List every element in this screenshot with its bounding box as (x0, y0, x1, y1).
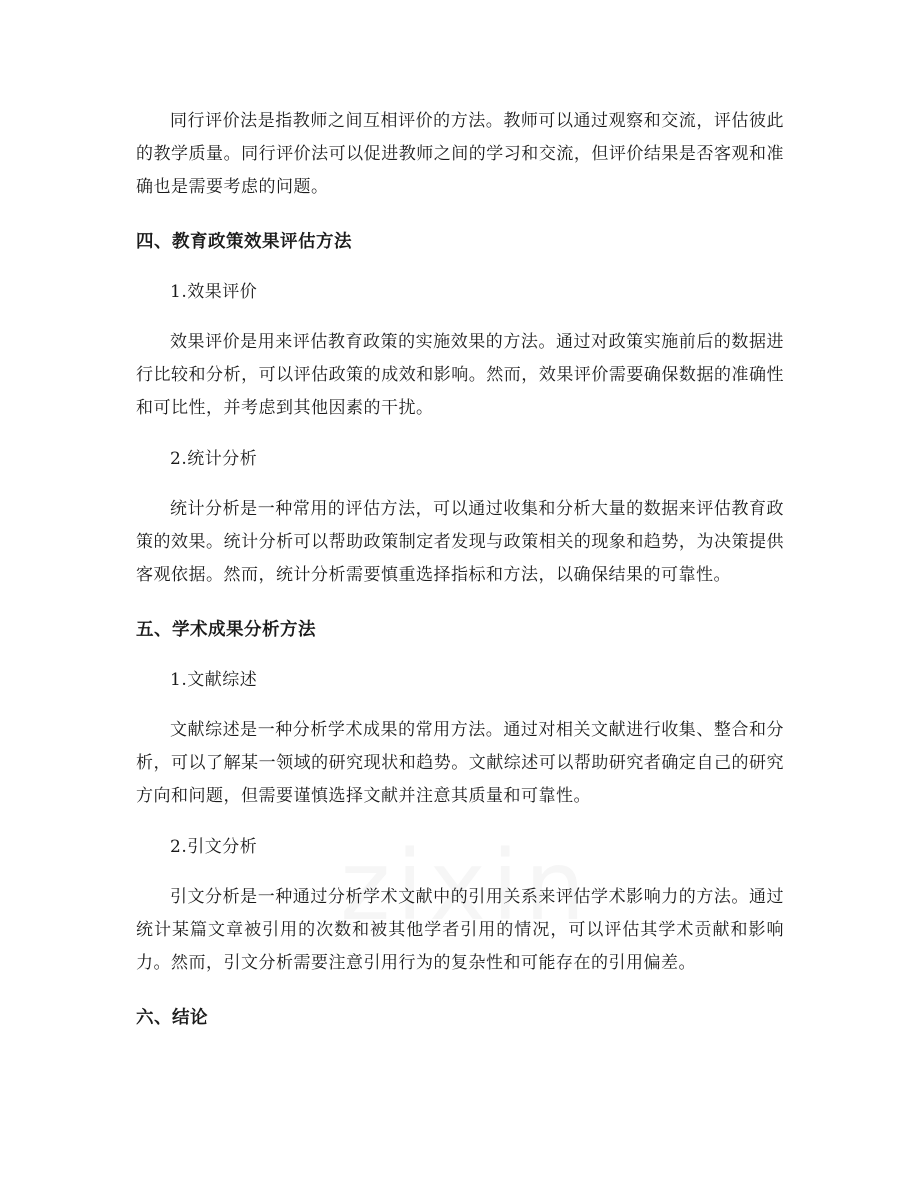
paragraph-peer-review: 同行评价法是指教师之间互相评价的方法。教师可以通过观察和交流，评估彼此的教学质量。同行评价法可以促进教师之间的学习和交流，但评价结果是否客观和准确也是需要考虑的问题。 (136, 111, 784, 197)
subheading-citation-analysis: 2.引文分析 (170, 837, 258, 857)
paragraph-lit-review: 文献综述是一种分析学术成果的常用方法。通过对相关文献进行收集、整合和分析，可以了解某一领域的研究现状和趋势。文献综述可以帮助研究者确定自己的研究方向和问题，但需要谨慎选择文献并注意其质量和可靠性。 (136, 720, 784, 806)
section-heading-6: 六、结论 (136, 1008, 208, 1028)
section-heading-5: 五、学术成果分析方法 (136, 620, 316, 640)
subheading-stat-analysis: 2.统计分析 (170, 449, 258, 469)
section-heading-4: 四、教育政策效果评估方法 (136, 232, 352, 252)
paragraph-citation-analysis: 引文分析是一种通过分析学术文献中的引用关系来评估学术影响力的方法。通过统计某篇文章被引用的次数和被其他学者引用的情况，可以评估其学术贡献和影响力。然而，引文分析需要注意引用行为的复杂性和可能存在的引用偏差。 (136, 887, 784, 973)
paragraph-stat-analysis: 统计分析是一种常用的评估方法，可以通过收集和分析大量的数据来评估教育政策的效果。统计分析可以帮助政策制定者发现与政策相关的现象和趋势，为决策提供客观依据。然而，统计分析需要慎重选择指标和方法，以确保结果的可靠性。 (136, 499, 784, 585)
paragraph-effect-eval: 效果评价是用来评估教育政策的实施效果的方法。通过对政策实施前后的数据进行比较和分析，可以评估政策的成效和影响。然而，效果评价需要确保数据的准确性和可比性，并考虑到其他因素的干扰。 (136, 332, 784, 418)
subheading-effect-eval: 1.效果评价 (170, 282, 258, 302)
subheading-lit-review: 1.文献综述 (170, 670, 258, 690)
